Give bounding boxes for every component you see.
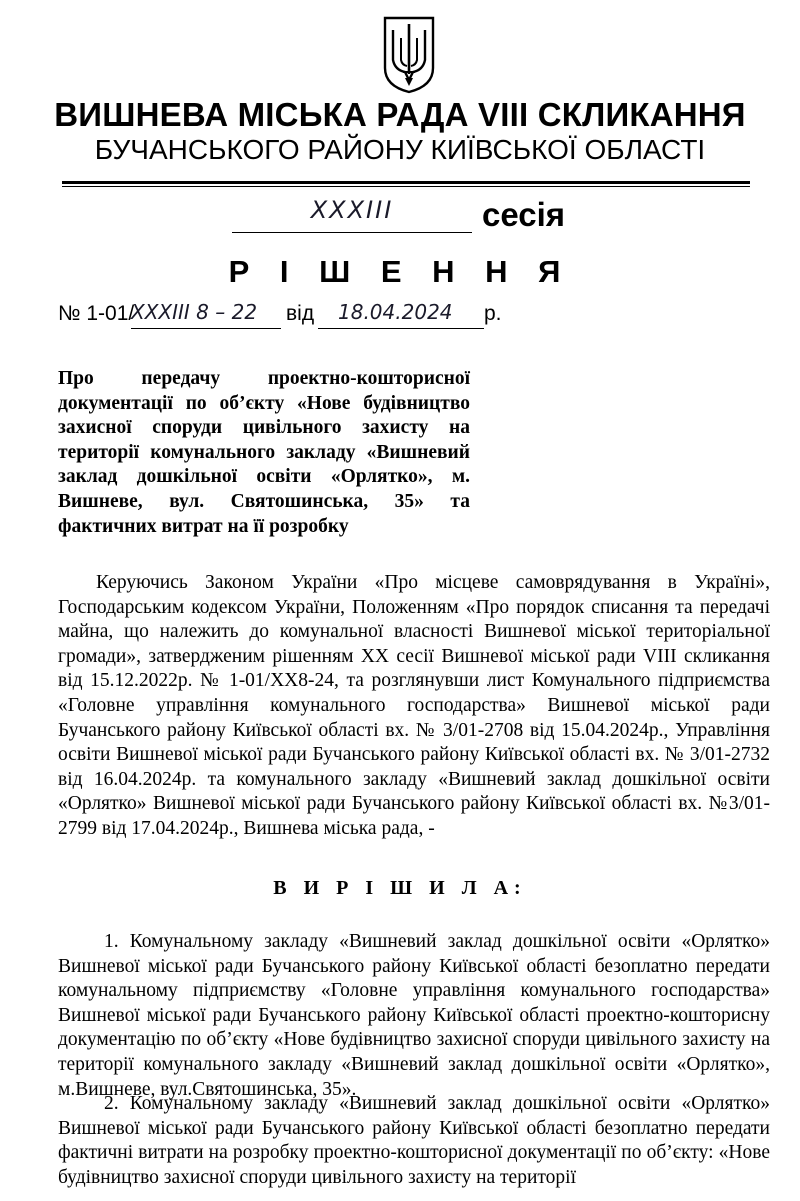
decision-date-underline bbox=[318, 328, 484, 329]
coat-of-arms-icon bbox=[383, 16, 435, 94]
header-divider-thin bbox=[62, 186, 750, 187]
session-label: сесія bbox=[482, 196, 566, 233]
council-name: ВИШНЕВА МІСЬКА РАДА VIII СКЛИКАННЯ bbox=[54, 96, 746, 133]
session-underline bbox=[232, 232, 472, 233]
decision-date-prefix: від bbox=[286, 302, 315, 325]
decision-item: 2. Комунальному закладу «Вишневий заклад дошкільної освіти «Орлятко» Вишневої міської ради Бучанського району Київської області безоплатно передати фактичні витрати на розробку проектно-кошторисної документації по об’єкту: «Нове будівництво захисної споруди цивільного захисту на території bbox=[58, 1093, 770, 1188]
resolved-heading: В И Р І Ш И Л А: bbox=[273, 877, 527, 899]
decision-date: 18.04.2024 bbox=[338, 300, 453, 324]
header-divider bbox=[62, 181, 750, 184]
decision-title: Р І Ш Е Н Н Я bbox=[228, 254, 572, 289]
decision-number-underline bbox=[131, 328, 281, 329]
decision-number-prefix: № 1-01/ bbox=[58, 302, 135, 325]
district-name: БУЧАНСЬКОГО РАЙОНУ КИЇВСЬКОЇ ОБЛАСТІ bbox=[94, 134, 706, 165]
session-number: XXXIII bbox=[310, 196, 394, 224]
decision-subject: Про передачу проектно-кошторисної документації по об’єкту «Нове будівництво захисної споруди цивільного захисту на території комунального закладу «Вишневий заклад дошкільної освіти «Орлятко», м. Вишневе, вул. Святошинська, 35» та фактичних витрат на її розробку bbox=[58, 368, 470, 537]
decision-item: 1. Комунальному закладу «Вишневий заклад дошкільної освіти «Орлятко» Вишневої міської ради Бучанського району Київської області безоплатно передати комунальному підприємству «Головне управління комунального господарства» Вишневої міської ради Бучанського району Київської області проектно-кошторисну документацію по об’єкту «Нове будівництво захисної споруди цивільного захисту на території комунального закладу «Вишневий заклад дошкільної освіти «Орлятко», м.Вишневе, вул.Святошинська, 35». bbox=[58, 931, 770, 1100]
decision-number: XXXIII 8 – 22 bbox=[131, 300, 258, 324]
preamble-paragraph: Керуючись Законом України «Про місцеве самоврядування в Україні», Господарським кодексом України, Положенням «Про порядок списання та передачі майна, що належить до комунальної власності Вишневої міської територіальної громади», затвердженим рішенням ХХ сесії Вишневої міської ради VIII скликання від 15.12.2022р. № 1-01/ХХ8-24, та розглянувши лист Комунального підприємства «Головне управління комунального господарства» Вишневої міської ради Бучанського району Київської області вх. № 3/01-2708 від 15.04.2024р., Управління освіти Вишневої міської ради Бучанського району Київської області вх. № 3/01-2732 від 16.04.2024р. та комунального закладу «Вишневий заклад дошкільної освіти «Орлятко» Вишневої міської ради Бучанського району Київської області вх. №3/01-2799 від 17.04.2024р., Вишнева міська рада, - bbox=[58, 572, 770, 839]
decision-date-suffix: р. bbox=[484, 302, 502, 325]
